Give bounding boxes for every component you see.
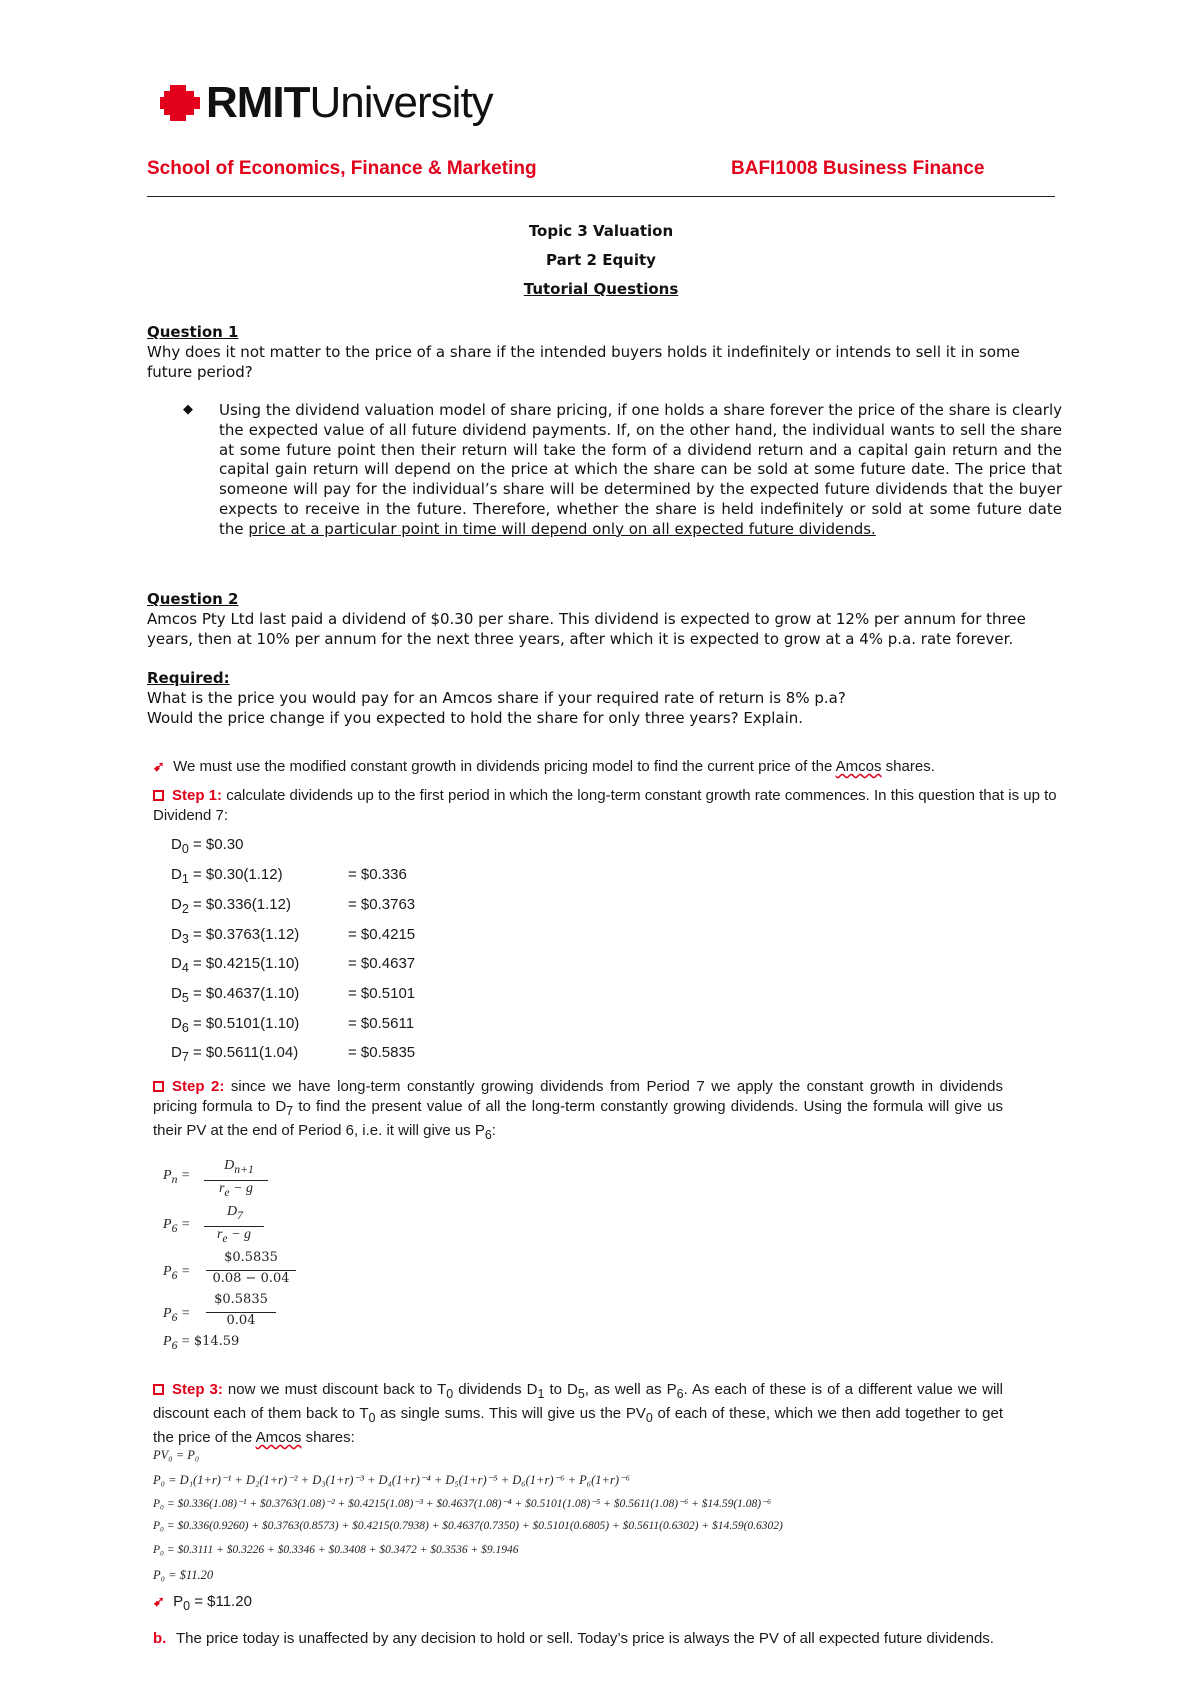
formula-p6-values-lhs: $P_6$ = — [163, 1264, 191, 1282]
pv-equation: P₀ = D₁(1+r)⁻¹ + D₂(1+r)⁻² + D₃(1+r)⁻³ + D₄(1+r)⁻⁴ + D₅(1+r)⁻⁵ + D₆(1+r)⁻⁶ + P₆(1+r)⁻⁶ — [153, 1473, 630, 1487]
dividend-result: = $0.336 — [348, 866, 407, 883]
logo-bold-text: RMIT — [206, 78, 310, 127]
dividend-row: $D_6$ = $0.5101(1.10) — [171, 1015, 300, 1035]
tutorial-heading: Tutorial Questions — [523, 280, 679, 298]
required-question-2: Would the price change if you expected to hold the share for only three years? Explain. — [147, 709, 804, 727]
topic-title: Topic 3 Valuation — [528, 222, 674, 240]
question-1-answer — [219, 401, 1062, 540]
formula-p6-values-numerator: $0.5835 — [224, 1250, 278, 1265]
dividend-result: = $0.5835 — [348, 1044, 416, 1061]
question-1-text: Why does it not matter to the price of a share if the intended buyers holds it indefinitely or intends to sell it in some future period? — [147, 343, 1020, 381]
school-name: School of Economics, Finance & Marketing — [147, 158, 537, 179]
formula-pn-numerator: $D_{n+1}$ — [224, 1158, 254, 1176]
formula-p6-simplified-numerator: $0.5835 — [214, 1292, 268, 1307]
dividend-row: $D_1$ = $0.30(1.12) — [171, 866, 283, 886]
formula-p6-denominator: $r_e - g$ — [204, 1226, 264, 1245]
part-title: Part 2 Equity — [546, 251, 656, 269]
formula-p6-simplified-lhs: $P_6$ = — [163, 1306, 191, 1324]
intro-text: We must use the modified constant growth in dividends pricing model to find the current price of the — [173, 758, 836, 775]
rmit-pixel-icon — [158, 83, 202, 123]
logo-regular-text: University — [309, 78, 493, 127]
step-1-text: calculate dividends up to the first period in which the long-term constant growth rate commences. In this question that is up to Dividend 7: — [153, 787, 1057, 824]
checkbox-icon — [153, 1081, 164, 1092]
dividend-result: = $0.4637 — [348, 955, 416, 972]
dividend-result: = $0.4215 — [348, 926, 416, 943]
course-code: BAFI1008 Business Finance — [731, 158, 985, 179]
dividend-row: $D_2$ = $0.336(1.12) — [171, 896, 291, 916]
required-question-1: What is the price you would pay for an Amcos share if your required rate of return is 8% p.a? — [147, 689, 846, 707]
step-1 — [153, 786, 1063, 826]
dividend-row: $D_3$ = $0.3763(1.12) — [171, 926, 300, 946]
pv-equation: PV₀ = P₀ — [153, 1448, 200, 1462]
solution-intro — [153, 756, 1063, 777]
pv-equation: P₀ = $11.20 — [153, 1568, 214, 1582]
step-3-label: Step 3: — [172, 1381, 223, 1398]
pv-equation: P₀ = $0.336(1.08)⁻¹ + $0.3763(1.08)⁻² + $0.4215(1.08)⁻³ + $0.4637(1.08)⁻⁴ + $0.5101(1.08)⁻⁵ + $0.5611(1.08)⁻⁶ + $14.59(1.08)⁻⁶ — [153, 1498, 772, 1510]
bullet-icon: ◆ — [183, 402, 193, 417]
answer-underlined-text: price at a particular point in time will depend only on all expected future dividends. — [248, 519, 876, 538]
required-label: Required: — [147, 669, 230, 687]
pv-equation: P₀ = $0.336(0.9260) + $0.3763(0.8573) + $0.4215(0.7938) + $0.4637(0.7350) + $0.5101(0.6805) + $0.5611(0.6302) + $14.59(0.6302) — [153, 1520, 783, 1532]
formula-p6-simplified-denominator: 0.04 — [206, 1312, 276, 1328]
dividend-row: $D_4$ = $0.4215(1.10) — [171, 955, 300, 975]
intro-text-end: shares. — [881, 758, 935, 775]
rmit-logo — [158, 80, 493, 126]
final-answer: ➹ $P_0$ = $11.20 — [153, 1593, 252, 1613]
answer-main-text: Using the dividend valuation model of share pricing, if one holds a share forever the price of the share is clearly the expected value of all future dividend payments. If, on the other hand, the individual wants to sell the share at some future point then their return will take the form of a dividend return and a capital gain return and the capital gain return will depend on the price at which the share can be sold at some future date. The price that someone will pay for the individual’s share will be determined by the expected future dividends that the buyer expects to receive in the future. Therefore, whether the share is held indefinitely or sold at some future date the — [219, 401, 1062, 538]
dividend-row: $D_5$ = $0.4637(1.10) — [171, 985, 300, 1005]
pv-equation: P₀ = $0.3111 + $0.3226 + $0.3346 + $0.3408 + $0.3472 + $0.3536 + $9.1946 — [153, 1544, 519, 1556]
dividend-result: = $0.3763 — [348, 896, 416, 913]
formula-pn-lhs: $P_n$ = — [163, 1168, 191, 1186]
question-2-text: Amcos Pty Ltd last paid a dividend of $0.30 per share. This dividend is expected to grow at 12% per annum for three years, then at 10% per annum for the next three years, after which it is expected to grow at a 4% p.a. rate forever. — [147, 610, 1026, 648]
step-2-label: Step 2: — [172, 1078, 225, 1095]
formula-p6-lhs: $P_6$ = — [163, 1217, 191, 1235]
dividend-result: = $0.5611 — [348, 1015, 415, 1032]
checkbox-icon — [153, 790, 164, 801]
step-3: Step 3: now we must discount back to $T_0$ dividends $D_1$ to $D_5$, as well as $P_6$. As each of these is of a different value we will discount each of them back to $T_0$ as single sums. This will give us the $PV_0$ of each of these, which we then add together to get the price of the Amcos shares: — [153, 1381, 1003, 1446]
header-divider — [147, 196, 1055, 197]
formula-p6-values-denominator: 0.08 − 0.04 — [206, 1270, 296, 1286]
question-1-heading: Question 1 — [147, 323, 239, 341]
dividend-row: $D_0$ = $0.30 — [171, 836, 244, 856]
question-2-heading: Question 2 — [147, 590, 239, 608]
intro-company: Amcos — [835, 758, 882, 775]
dividend-result: = $0.5101 — [348, 985, 416, 1002]
formula-pn-denominator: $r_e - g$ — [204, 1180, 268, 1199]
part-b-label: b. — [153, 1630, 167, 1647]
arrow-icon: ➹ — [153, 758, 165, 774]
step-1-label: Step 1: — [172, 787, 223, 804]
step-2: Step 2: since we have long-term constantly growing dividends from Period 7 we apply the constant growth in dividends pricing formula to $D_7$ to find the present value of all the long-term constantly growing dividends. Using the formula will give us their PV at the end of Period 6, i.e. it will give us $P_6$: — [153, 1078, 1003, 1142]
checkbox-icon — [153, 1384, 164, 1395]
part-b-text: The price today is unaffected by any decision to hold or sell. Today’s price is always the PV of all expected future dividends. — [176, 1630, 994, 1647]
formula-p6-numerator: $D_7$ — [227, 1204, 243, 1222]
formula-p6-result: $P_6$ = $14.59 — [163, 1334, 240, 1352]
arrow-icon: ➹ — [153, 1593, 165, 1609]
dividend-row: $D_7$ = $0.5611(1.04) — [171, 1044, 299, 1064]
